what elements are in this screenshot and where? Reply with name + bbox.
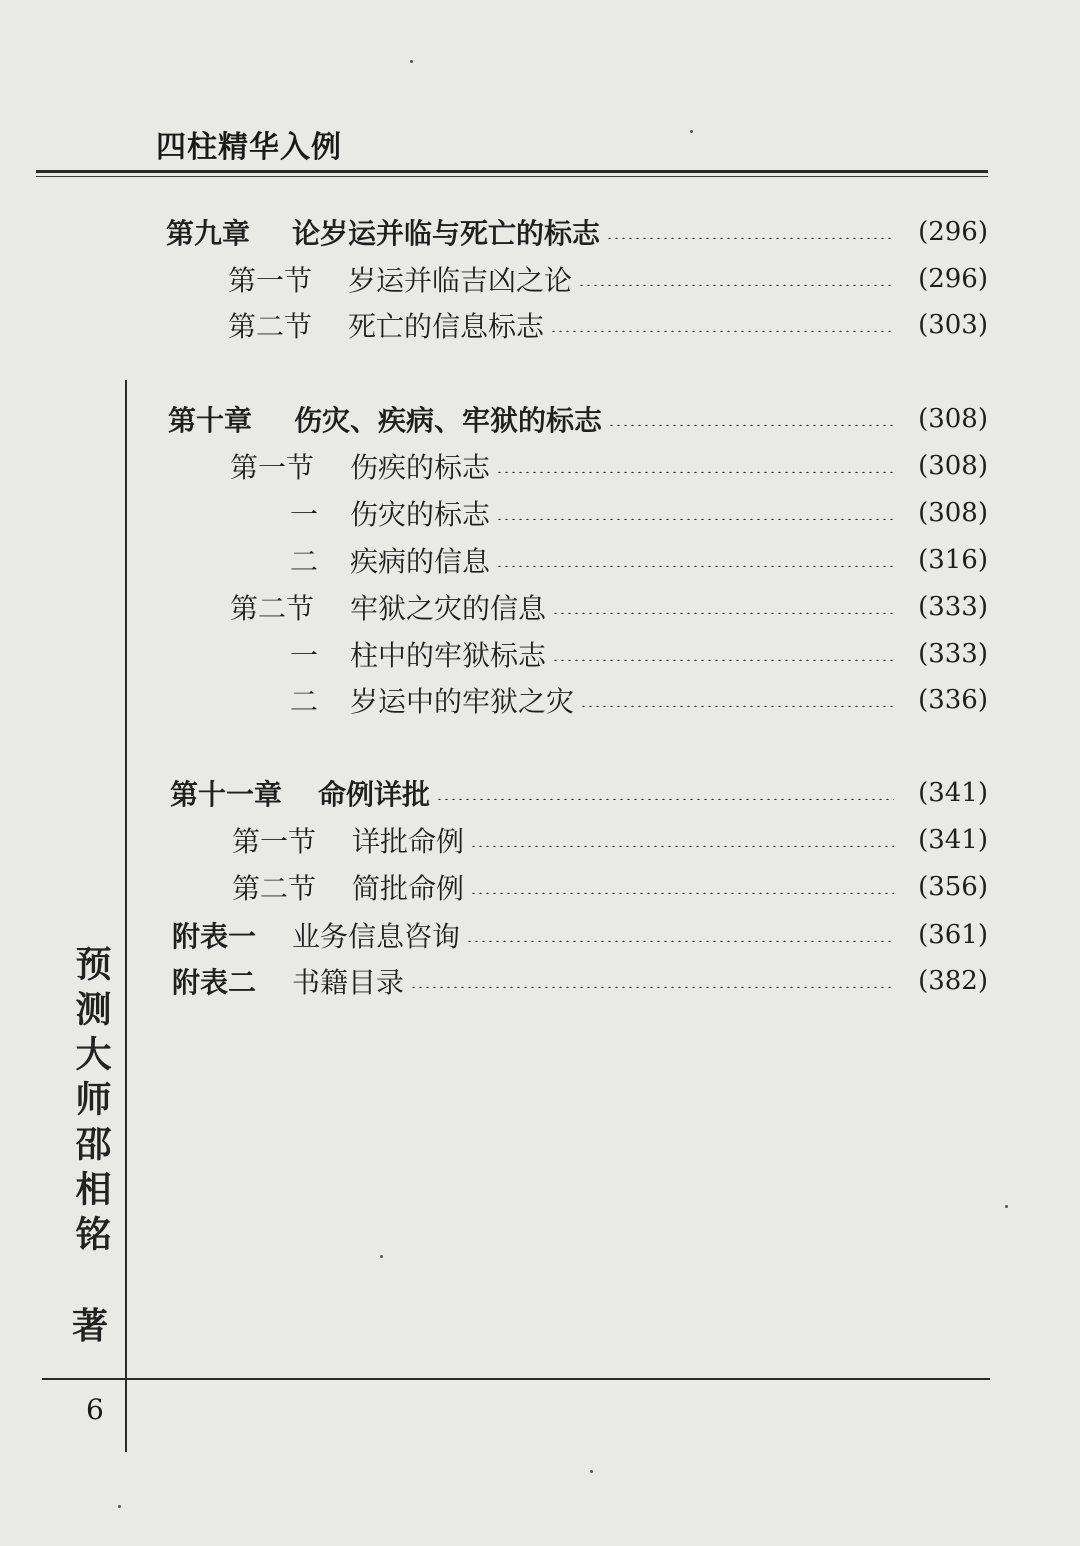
scan-speck bbox=[590, 1470, 593, 1473]
toc-entry-item[interactable] bbox=[290, 493, 988, 533]
dot-leader bbox=[470, 845, 894, 847]
dot-leader bbox=[552, 659, 894, 661]
toc-entry-chapter-10[interactable] bbox=[168, 399, 988, 439]
toc-entry-title: 命例详批 bbox=[318, 778, 431, 811]
toc-entry-title: 岁运并临吉凶之论 bbox=[348, 264, 573, 297]
toc-entry-label: 一 bbox=[290, 639, 319, 672]
toc-entry-label: 第二节 bbox=[228, 310, 313, 343]
toc-entry-page: (308) bbox=[918, 498, 988, 528]
toc-entry-item[interactable] bbox=[290, 540, 988, 580]
toc-entry-section[interactable] bbox=[228, 305, 988, 345]
toc-entry-title: 伤灾的标志 bbox=[350, 498, 491, 531]
margin-vertical-rule bbox=[125, 380, 127, 1452]
dot-leader bbox=[578, 284, 894, 286]
dot-leader bbox=[470, 892, 894, 894]
toc-entry-title: 柱中的牢狱标志 bbox=[350, 639, 547, 672]
toc-entry-title: 伤灾、疾病、牢狱的标志 bbox=[294, 404, 603, 437]
toc-entry-section[interactable] bbox=[232, 820, 988, 860]
toc-entry-page: (356) bbox=[918, 872, 988, 902]
scan-speck bbox=[410, 60, 413, 63]
toc-entry-title: 论岁运并临与死亡的标志 bbox=[292, 217, 601, 250]
scan-speck bbox=[690, 130, 693, 133]
toc-entry-page: (336) bbox=[918, 685, 988, 715]
toc-entry-page: (333) bbox=[918, 639, 988, 669]
toc-entry-title: 业务信息咨询 bbox=[292, 920, 461, 953]
toc-entry-label: 附表一 bbox=[172, 920, 257, 953]
toc-entry-section[interactable] bbox=[232, 867, 988, 907]
toc-entry-chapter-9[interactable] bbox=[166, 212, 988, 252]
toc-entry-title: 疾病的信息 bbox=[350, 545, 491, 578]
toc-entry-section[interactable] bbox=[230, 587, 988, 627]
scan-speck bbox=[118, 1505, 121, 1508]
toc-entry-page: (333) bbox=[918, 592, 988, 622]
toc-entry-page: (361) bbox=[918, 920, 988, 950]
toc-entry-title: 牢狱之灾的信息 bbox=[350, 592, 547, 625]
dot-leader bbox=[550, 330, 894, 332]
author-suffix: 著 bbox=[72, 1305, 109, 1347]
toc-entry-title: 书籍目录 bbox=[292, 966, 405, 999]
toc-entry-item[interactable] bbox=[290, 634, 988, 674]
toc-entry-section[interactable] bbox=[228, 259, 988, 299]
toc-entry-label: 第十章 bbox=[168, 404, 253, 437]
dot-leader bbox=[496, 565, 894, 567]
toc-entry-appendix-1[interactable] bbox=[172, 915, 988, 955]
footer-rule bbox=[42, 1378, 990, 1380]
toc-entry-page: (316) bbox=[918, 545, 988, 575]
toc-entry-chapter-11[interactable] bbox=[170, 773, 988, 813]
dot-leader bbox=[608, 424, 894, 426]
toc-entry-label: 第二节 bbox=[232, 872, 317, 905]
toc-entry-page: (296) bbox=[918, 264, 988, 294]
toc-entry-title: 岁运中的牢狱之灾 bbox=[350, 685, 575, 718]
toc-entry-label: 第九章 bbox=[166, 217, 251, 250]
dot-leader bbox=[466, 940, 894, 942]
author-vertical-text: 预测大师邵相铭 bbox=[70, 945, 112, 1260]
toc-entry-page: (296) bbox=[918, 217, 988, 247]
dot-leader bbox=[606, 237, 894, 239]
toc-entry-label: 第一节 bbox=[228, 264, 313, 297]
toc-entry-page: (341) bbox=[918, 825, 988, 855]
scan-speck bbox=[380, 1255, 383, 1258]
toc-entry-page: (308) bbox=[918, 451, 988, 481]
toc-entry-label: 二 bbox=[290, 545, 319, 578]
toc-entry-label: 二 bbox=[290, 685, 319, 718]
toc-entry-title: 简批命例 bbox=[352, 872, 465, 905]
toc-entry-title: 死亡的信息标志 bbox=[348, 310, 545, 343]
toc-entry-title: 详批命例 bbox=[352, 825, 465, 858]
toc-entry-label: 附表二 bbox=[172, 966, 257, 999]
dot-leader bbox=[552, 612, 894, 614]
dot-leader bbox=[496, 471, 894, 473]
toc-entry-item[interactable] bbox=[290, 680, 988, 720]
header-rule bbox=[36, 170, 988, 173]
toc-entry-page: (341) bbox=[918, 778, 988, 808]
running-header-title: 四柱精华入例 bbox=[156, 130, 342, 165]
dot-leader bbox=[496, 518, 894, 520]
toc-entry-label: 第一节 bbox=[230, 451, 315, 484]
header-rule-thin bbox=[36, 176, 988, 177]
toc-entry-label: 第十一章 bbox=[170, 778, 283, 811]
toc-entry-label: 第二节 bbox=[230, 592, 315, 625]
toc-entry-label: 一 bbox=[290, 498, 319, 531]
toc-entry-page: (382) bbox=[918, 966, 988, 996]
toc-entry-page: (308) bbox=[918, 404, 988, 434]
toc-entry-title: 伤疾的标志 bbox=[350, 451, 491, 484]
dot-leader bbox=[410, 986, 894, 988]
toc-entry-page: (303) bbox=[918, 310, 988, 340]
toc-entry-section[interactable] bbox=[230, 446, 988, 486]
scan-speck bbox=[1005, 1205, 1008, 1208]
page-number: 6 bbox=[86, 1393, 104, 1426]
dot-leader bbox=[580, 705, 894, 707]
toc-entry-appendix-2[interactable] bbox=[172, 961, 988, 1001]
dot-leader bbox=[436, 798, 894, 800]
toc-entry-label: 第一节 bbox=[232, 825, 317, 858]
